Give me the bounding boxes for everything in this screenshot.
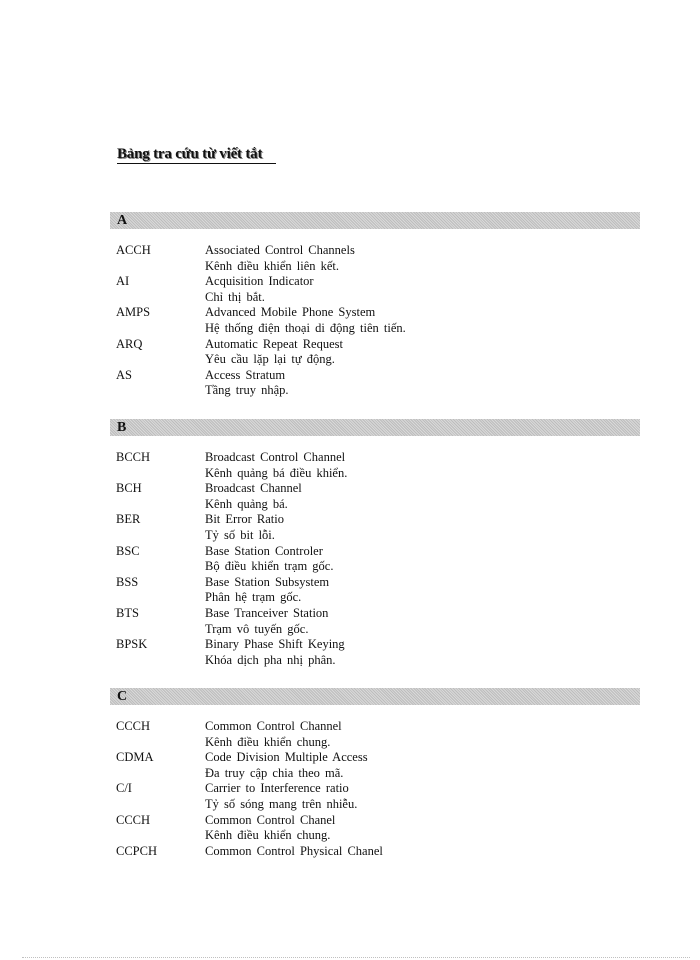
abbreviation: AS [116, 367, 132, 382]
definition-vi: Tầng truy nhập. [205, 383, 289, 398]
list-item [116, 637, 640, 668]
definition-vi: Trạm vô tuyến gốc. [205, 621, 309, 636]
definition-en: Acquisition Indicator [205, 274, 314, 289]
definition-en: Bit Error Ratio [205, 512, 284, 527]
definition-vi: Yêu cầu lặp lại tự động. [205, 352, 335, 367]
definition [205, 719, 640, 750]
definition-en: Base Station Controler [205, 543, 323, 558]
definition [205, 575, 640, 606]
list-item [116, 450, 640, 481]
list-item [116, 606, 640, 637]
abbreviation: ACCH [116, 243, 151, 257]
abbreviation: AI [116, 274, 130, 289]
section-header: C [110, 688, 640, 705]
entry-list [110, 719, 640, 859]
definition-vi: Phân hệ trạm gốc. [205, 590, 302, 605]
definition-en: Carrier to Interference ratio [205, 781, 349, 796]
definition-en: Base Station Subsystem [205, 574, 330, 589]
definition-vi: Hệ thống điện thoại di động tiên tiến. [205, 320, 406, 335]
definition-vi: Kênh quảng bá. [205, 496, 288, 511]
abbreviation: C/I [116, 781, 132, 796]
definition [205, 813, 640, 844]
entry-list [110, 243, 640, 399]
list-item [116, 368, 640, 399]
definition [205, 844, 640, 860]
definition-vi: Kênh quảng bá điều khiển. [205, 465, 348, 480]
abbreviation: ARQ [116, 336, 143, 351]
list-item [116, 274, 640, 305]
definition-vi: Khóa dịch pha nhị phân. [205, 652, 336, 667]
abbreviation: BCCH [116, 450, 151, 464]
definition [205, 243, 640, 274]
definition [205, 337, 640, 368]
section-header: A [110, 212, 640, 229]
abbreviation: BCH [116, 481, 142, 496]
section-b [110, 419, 640, 668]
definition-vi: Kênh điều khiển liên kết. [205, 258, 340, 273]
definition-vi: Đa truy cập chia theo mã. [205, 765, 344, 780]
definition [205, 606, 640, 637]
definition [205, 637, 640, 668]
list-item [116, 243, 640, 274]
list-item [116, 337, 640, 368]
abbreviation: CCPCH [116, 843, 157, 858]
definition-en: Broadcast Control Channel [205, 450, 346, 464]
definition-en: Access Stratum [205, 367, 286, 382]
definition-vi: Kênh điều khiển chung. [205, 828, 331, 843]
definition [205, 368, 640, 399]
definition-en: Automatic Repeat Request [205, 336, 343, 351]
list-item [116, 781, 640, 812]
list-item [116, 844, 640, 860]
definition-en: Associated Control Channels [205, 243, 355, 257]
entry-list [110, 450, 640, 668]
list-item [116, 544, 640, 575]
abbreviation: BPSK [116, 637, 148, 652]
definition [205, 274, 640, 305]
list-item [116, 813, 640, 844]
definition-en: Common Control Physical Chanel [205, 843, 383, 858]
abbreviation: BSS [116, 574, 139, 589]
section-header: B [110, 419, 640, 436]
list-item [116, 305, 640, 336]
list-item [116, 750, 640, 781]
abbreviation: BTS [116, 605, 139, 620]
definition [205, 512, 640, 543]
page-title: Bảng tra cứu từ viết tắt [117, 145, 276, 164]
definition [205, 544, 640, 575]
abbreviation: BER [116, 512, 141, 527]
definition-en: Broadcast Channel [205, 481, 302, 496]
definition-vi: Tỷ số sóng mang trên nhiễu. [205, 796, 358, 811]
abbreviation: CCCH [116, 812, 151, 827]
definition-vi: Chỉ thị bắt. [205, 289, 265, 304]
definition-en: Base Tranceiver Station [205, 605, 329, 620]
definition [205, 781, 640, 812]
list-item [116, 512, 640, 543]
definition [205, 750, 640, 781]
list-item [116, 481, 640, 512]
page-bottom-divider [22, 957, 690, 958]
definition-vi: Kênh điều khiển chung. [205, 734, 331, 749]
definition [205, 450, 640, 481]
section-a [110, 212, 640, 399]
definition-en: Common Control Chanel [205, 812, 336, 827]
abbreviation: BSC [116, 543, 140, 558]
definition [205, 481, 640, 512]
definition-en: Common Control Channel [205, 719, 342, 733]
abbreviation: AMPS [116, 305, 151, 320]
list-item [116, 575, 640, 606]
list-item [116, 719, 640, 750]
section-c [110, 688, 640, 859]
definition-en: Binary Phase Shift Keying [205, 637, 345, 652]
definition [205, 305, 640, 336]
abbreviation: CCCH [116, 719, 151, 733]
definition-vi: Tỷ số bit lỗi. [205, 527, 275, 542]
definition-vi: Bộ điều khiển trạm gốc. [205, 559, 334, 574]
definition-en: Code Division Multiple Access [205, 750, 368, 765]
definition-en: Advanced Mobile Phone System [205, 305, 376, 320]
abbreviation: CDMA [116, 750, 154, 765]
